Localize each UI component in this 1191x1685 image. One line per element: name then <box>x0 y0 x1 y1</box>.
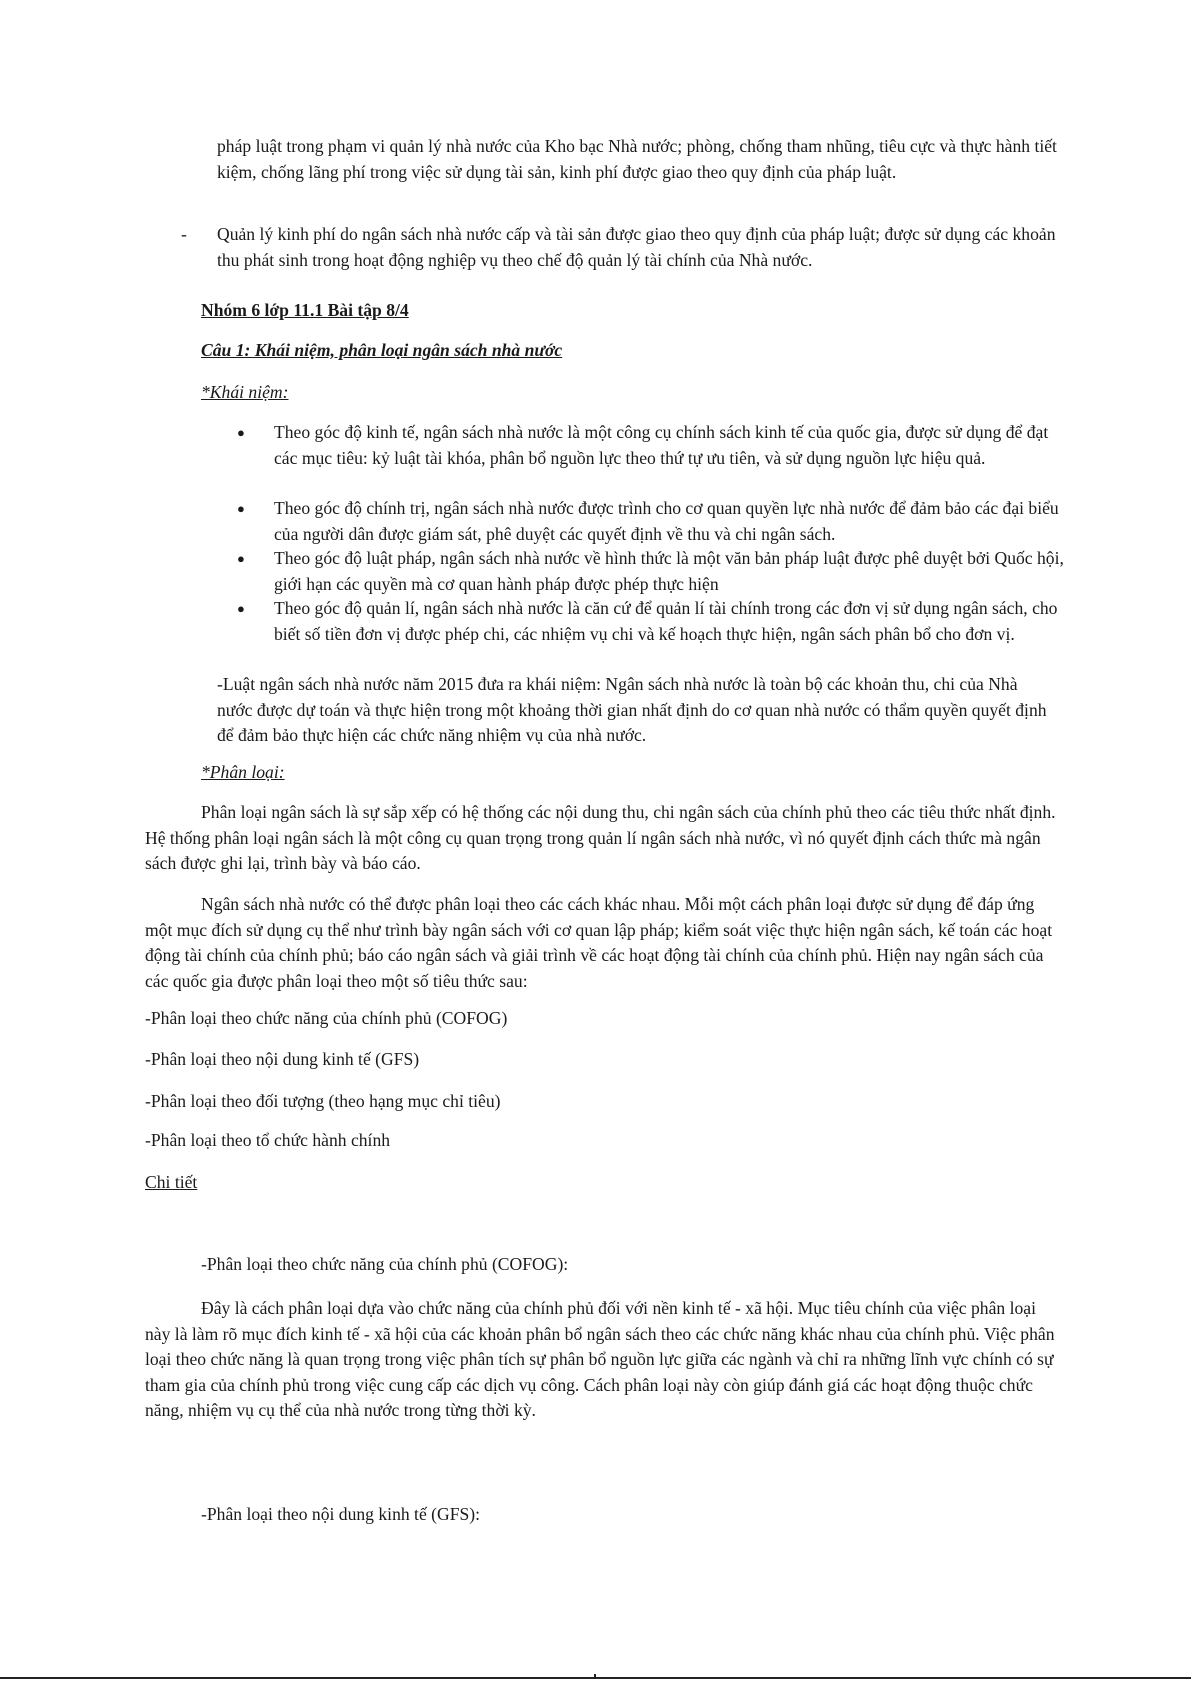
bullet-icon: ● <box>237 425 245 440</box>
group-heading: Nhóm 6 lớp 11.1 Bài tập 8/4 <box>201 300 409 320</box>
classification-item: -Phân loại theo đối tượng (theo hạng mục chỉ tiêu) <box>145 1091 501 1111</box>
intro-paragraph: pháp luật trong phạm vi quản lý nhà nước của Kho bạc Nhà nước; phòng, chống tham nhũng, tiêu cực và thực hành tiết kiệm, chống lãng phí trong việc sử dụng tài sản, kinh phí được giao theo quy định của pháp luật. <box>217 136 1057 182</box>
law-definition: -Luật ngân sách nhà nước năm 2015 đưa ra khái niệm: Ngân sách nhà nước là toàn bộ các khoản thu, chi của Nhà nước được dự toán và thực hiện trong một khoảng thời gian nhất định do cơ quan nhà nước có thẩm quyền quyết định để đảm bảo thực hiện các chức năng nhiệm vụ của nhà nước. <box>217 674 1047 745</box>
bullet-icon: ● <box>237 601 245 616</box>
classification-item: -Phân loại theo chức năng của chính phủ (COFOG) <box>145 1008 508 1028</box>
classification-paragraph: Ngân sách nhà nước có thể được phân loại theo các cách khác nhau. Mỗi một cách phân loại được sử dụng để đáp ứng một mục đích sử dụng cụ thể như trình bày ngân sách với cơ quan lập pháp; kiểm soát việc thực hiện ngân sách, kế toán các hoạt động tài chính của chính phủ; báo cáo ngân sách và giải trình về các hoạt động tài chính của chính phủ. Hiện nay ngân sách của các quốc gia được phân loại theo một số tiêu thức sau: <box>145 894 1053 991</box>
concept-bullet: Theo góc độ luật pháp, ngân sách nhà nước về hình thức là một văn bản pháp luật được phê duyệt bởi Quốc hội, giới hạn các quyền mà cơ quan hành pháp được phép thực hiện <box>274 548 1064 594</box>
dash-marker: - <box>181 224 187 244</box>
cofog-paragraph: Đây là cách phân loại dựa vào chức năng của chính phủ đối với nền kinh tế - xã hội. Mục tiêu chính của việc phân loại này là làm rõ mục đích kinh tế - xã hội của các khoản phân bổ ngân sách theo các chức năng khác nhau của chính phủ. Việc phân loại theo chức năng là quan trọng trong việc phân tích sự phân bổ nguồn lực giữa các ngành và chỉ ra những lĩnh vực chính có sự tham gia của chính phủ trong việc cung cấp các dịch vụ công. Cách phân loại này còn giúp đánh giá các hoạt động thuộc chức năng, nhiệm vụ cụ thể của nhà nước trong từng thời kỳ. <box>145 1298 1055 1420</box>
bullet-icon: ● <box>237 501 245 516</box>
question-heading: Câu 1: Khái niệm, phân loại ngân sách nhà nước <box>201 340 563 360</box>
concept-heading: *Khái niệm: <box>201 382 289 402</box>
concept-bullet: Theo góc độ quản lí, ngân sách nhà nước là căn cứ để quản lí tài chính trong các đơn vị sử dụng ngân sách, cho biết số tiền đơn vị được phép chi, các nhiệm vụ chi và kế hoạch thực hiện, ngân sách phân bổ cho đơn vị. <box>274 598 1058 644</box>
bullet-icon: ● <box>237 551 245 566</box>
concept-bullet: Theo góc độ chính trị, ngân sách nhà nước được trình cho cơ quan quyền lực nhà nước để đảm bảo các đại biểu của người dân được giám sát, phê duyệt các quyết định về thu và chi ngân sách. <box>274 498 1059 544</box>
concept-bullet: Theo góc độ kinh tế, ngân sách nhà nước là một công cụ chính sách kinh tế của quốc gia, được sử dụng để đạt các mục tiêu: kỷ luật tài khóa, phân bổ nguồn lực theo thứ tự ưu tiên, và sử dụng nguồn lực hiệu quả. <box>274 422 1049 468</box>
intro-dash-item: Quản lý kinh phí do ngân sách nhà nước cấp và tài sản được giao theo quy định của pháp luật; được sử dụng các khoản thu phát sinh trong hoạt động nghiệp vụ theo chế độ quản lý tài chính của Nhà nước. <box>217 224 1056 270</box>
gfs-heading: -Phân loại theo nội dung kinh tế (GFS): <box>201 1504 481 1524</box>
classification-paragraph: Phân loại ngân sách là sự sắp xếp có hệ thống các nội dung thu, chi ngân sách của chính phủ theo các tiêu thức nhất định. Hệ thống phân loại ngân sách là một công cụ quan trọng trong quản lí ngân sách nhà nước, vì nó quyết định cách thức mà ngân sách được ghi lại, trình bày và báo cáo. <box>145 802 1056 873</box>
detail-link[interactable]: Chi tiết <box>145 1172 198 1192</box>
page-bottom-tick <box>594 1674 596 1679</box>
classification-heading: *Phân loại: <box>201 762 285 782</box>
cofog-heading: -Phân loại theo chức năng của chính phủ (COFOG): <box>201 1254 569 1274</box>
classification-item: -Phân loại theo nội dung kinh tế (GFS) <box>145 1049 420 1069</box>
classification-item: -Phân loại theo tổ chức hành chính <box>145 1130 391 1150</box>
